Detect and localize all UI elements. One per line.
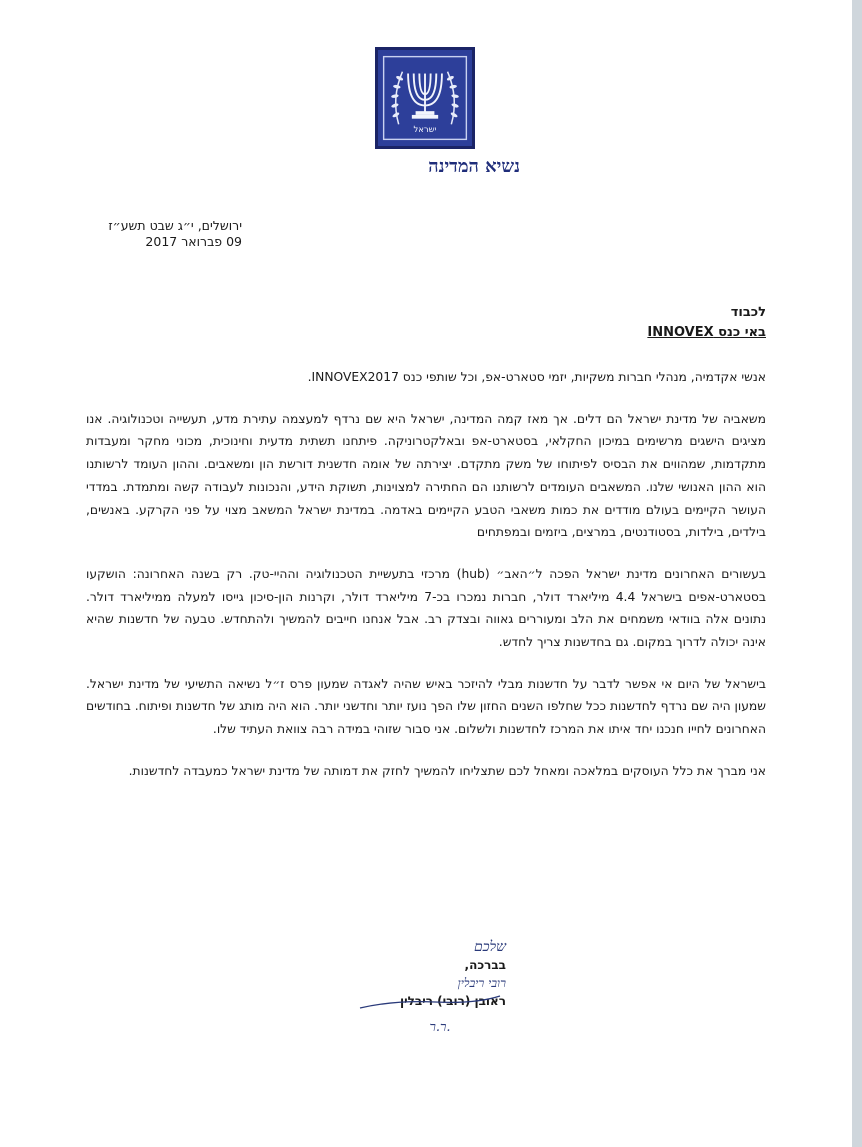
- gregorian-date: 09 פברואר 2017: [145, 234, 242, 249]
- emblem-graphic: [378, 50, 472, 146]
- handwritten-mark-icon: [410, 1015, 470, 1037]
- paragraph: משאביה של מדינת ישראל הם דלים. אך מאז קמה המדינה, ישראל היא שם נרדף למעצמה עתירת מדע, תעשייה וטכנולוגיה. אנו מציגים הישגים מרשימים במיכון החקלאי, בסטארט-אפ ובאלקטרוניקה. פיתחנו תשתית מדעית וחינוכית, מכוני מחקר ומעבדות מתקדמות, שמהווים את הבסיס לפיתוחו של משק מתקדם. יצירתה של אומה חדשנית דורשת הון ומשאבים. וההון העומד לרשותנו הוא ההון האנושי שלנו. המשאבים העומדים לרשותנו הם החתירה למצוינות, תשוקת הידע, והנכונות לעבודה קשה ומתמדת. במדדי העושר הקיימים בעולם מודדים את כמות משאבי הטבע הקיימים באדמה. במדינת ישראל המשאב מצוי על פני הקרקע. באנשים, בילדים, בילדות, בסטודנטים, במרצים, ביזמים ובמפתחים: [86, 411, 766, 540]
- salutation: לכבוד: [730, 305, 766, 320]
- letter-body: [86, 366, 766, 802]
- office-title: נשיא המדינה: [428, 156, 520, 177]
- printed-name: ראובן (רובי) ריבלין: [399, 994, 506, 1008]
- handwritten-shalom: שלכם: [473, 939, 506, 955]
- recipient-block: [466, 303, 766, 343]
- menorah-emblem-icon: [375, 47, 475, 149]
- handwritten-mark: ר.ר.: [429, 1020, 451, 1035]
- hebrew-date: ירושלים, י״ג שבט תשע״ז: [108, 218, 242, 233]
- signature-underline-stroke: [355, 988, 505, 1018]
- paragraph: בעשורים האחרונים מדינת ישראל הפכה ל״האב״ (hub) מרכזי בתעשיית הטכנולוגיה וההיי-טק. רק בשנה האחרונה: הושקעו בסטארט-אפים בישראל 4.4 מיליארד דולר, חברות נמכרו בכ-7 מיליארד דולר, וקרנות הון-סיכון גייסו למעלה ממיליארד דולר. נתונים אלה בוודאי משמחים את הלב ומעוררים גאווה ובצדק רב. אבל אנחנו חייבים להמשיך ולהתחדש. טבעה של חדשנות שהיא אינה יכולה לדרוך במקום. גם בחדשנות צריך לחדש.: [86, 566, 767, 650]
- handwritten-name: רובי ריבלין: [457, 976, 506, 990]
- addressee: באי כנס INNOVEX: [647, 325, 766, 340]
- closing: בברכה,: [464, 958, 506, 972]
- emblem-text: ישראל: [413, 123, 437, 134]
- greeting: אנשי אקדמיה, מנהלי חברות משקיות, יזמי סטארט-אפ, וכל שותפי כנס INNOVEX2017.: [307, 370, 766, 384]
- paragraph: בישראל של היום אי אפשר לדבר על חדשנות מבלי להיזכר באיש שהיה לאגדה שמעון פרס ז״ל נשיאה התשיעי של מדינת ישראל. שמעון היה שם נרדף לחדשנות ככל שחלפו השנים החזון שלו הפך נועז יותר וחדשני יותר. הוא היה מותג של חדשנות ופיתוח. בחודשים האחרונים לחייו חנכנו יחד איתו את המרכז לחדשנות ולשלום. אני סבור שזוהי במידה רבה צוואת העתיד שלו.: [86, 676, 766, 737]
- paragraph: אני מברך את כלל העוסקים במלאכה ומאחל לכם שתצליחו להמשיך לחזק את דמותה של מדינת ישראל כמעבדה לחדשנות.: [128, 763, 766, 778]
- date-block: [42, 218, 242, 250]
